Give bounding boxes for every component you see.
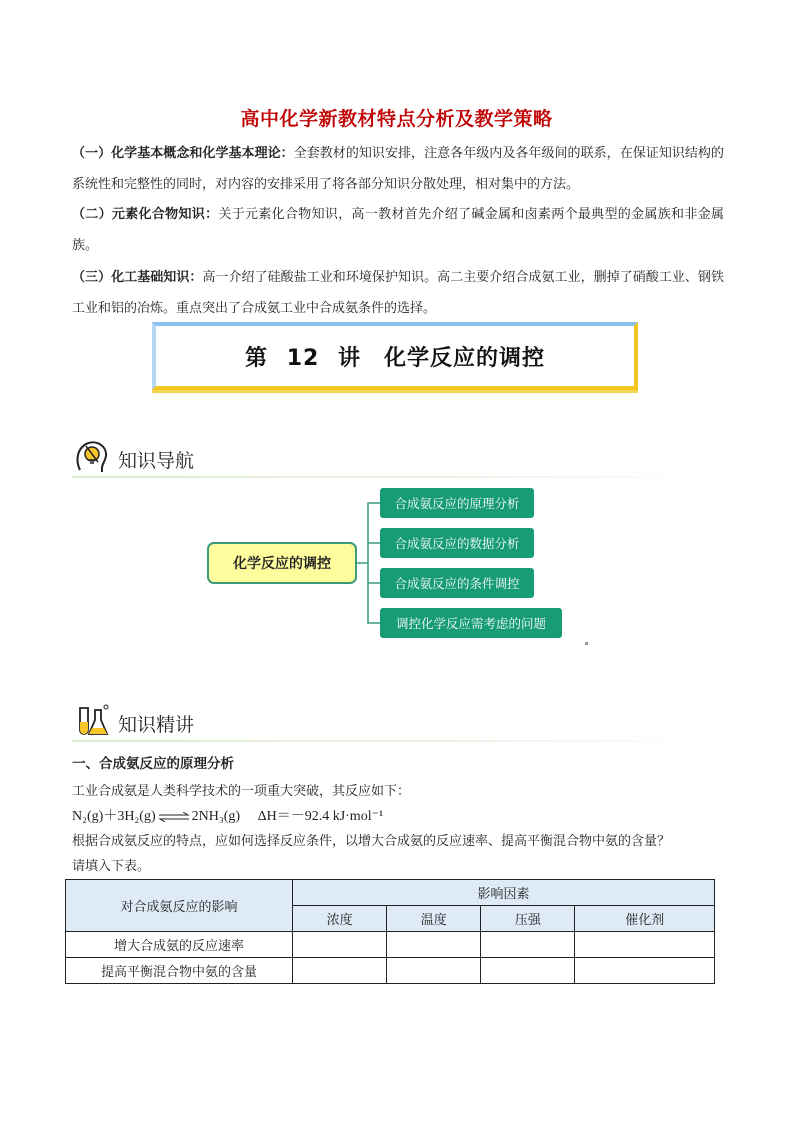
- reaction-equation: [72, 805, 383, 825]
- col-header-pressure: 压强: [481, 906, 575, 932]
- influence-table: [65, 879, 715, 984]
- mindmap-node-data: 合成氨反应的数据分析: [380, 528, 534, 558]
- paragraph-2-lead: （二）元素化合物知识：: [72, 207, 219, 222]
- col-header-catalyst: 催化剂: [575, 906, 715, 932]
- lecture-heading: 知识精讲: [118, 714, 195, 736]
- table-cell[interactable]: [387, 932, 481, 958]
- paragraph-1-lead: （一）化学基本概念和化学基本理论：: [72, 146, 294, 161]
- table-cell[interactable]: [575, 958, 715, 984]
- paragraph-3-lead: （三）化工基础知识：: [72, 270, 203, 285]
- mindmap-node-issues: 调控化学反应需考虑的问题: [380, 608, 562, 638]
- question-line-2: 请填入下表。: [72, 859, 151, 874]
- col-header-temperature: 温度: [387, 906, 481, 932]
- mindmap-node-principle: 合成氨反应的原理分析: [380, 488, 534, 518]
- row-header-rate: 增大合成氨的反应速率: [66, 932, 293, 958]
- mindmap-root: 化学反应的调控: [207, 542, 357, 584]
- paragraph-3-text: 高一介绍了硅酸盐工业和环境保护知识。高二主要介绍合成氨工业，删掉了硝酸工业、钢铁工业和铝的冶炼。重点突出了合成氨工业中合成氨条件的选择。: [72, 270, 724, 316]
- table-corner-header: 对合成氨反应的影响: [66, 880, 293, 932]
- nav-heading: 知识导航: [118, 450, 195, 472]
- table-row: [66, 932, 715, 958]
- table-cell[interactable]: [293, 958, 387, 984]
- flask-icon: [72, 700, 112, 740]
- banner-title: 第 12 讲 化学反应的调控: [245, 345, 545, 371]
- intro-text: 工业合成氨是人类科学技术的一项重大突破，其反应如下：: [72, 784, 411, 799]
- col-header-concentration: 浓度: [293, 906, 387, 932]
- row-header-yield: 提高平衡混合物中氨的含量: [66, 958, 293, 984]
- table-cell[interactable]: [387, 958, 481, 984]
- table-cell[interactable]: [575, 932, 715, 958]
- table-cell[interactable]: [481, 932, 575, 958]
- table-cell[interactable]: [481, 958, 575, 984]
- question-line-1: 根据合成氨反应的特点，应如何选择反应条件，以增大合成氨的反应速率、提高平衡混合物中氨的含量？: [72, 834, 671, 849]
- section-knowledge-lecture: [72, 700, 712, 744]
- table-row: [66, 958, 715, 984]
- equation-enthalpy: ΔH＝－92.4 kJ·mol⁻¹: [257, 809, 384, 824]
- equation-products: 2NH₃(g): [191, 809, 241, 824]
- table-group-header: 影响因素: [293, 880, 715, 906]
- table-cell[interactable]: [293, 932, 387, 958]
- stray-dot: [585, 642, 588, 645]
- main-title: 高中化学新教材特点分析及教学策略: [240, 108, 553, 130]
- equation-reactants: N₂(g)＋3H₂(g): [72, 809, 156, 824]
- sub-heading: 一、合成氨反应的原理分析: [72, 756, 234, 772]
- paragraph-2-text: 关于元素化合物知识，高一教材首先介绍了碱金属和卤素两个最典型的金属族和非金属族。: [72, 207, 724, 253]
- section-rule: [72, 740, 712, 742]
- equilibrium-arrow-icon: [158, 812, 190, 822]
- mindmap-node-conditions: 合成氨反应的条件调控: [380, 568, 534, 598]
- paragraph-1-text: 全套教材的知识安排，注意各年级内及各年级间的联系，在保证知识结构的系统性和完整性的同时，对内容的安排采用了将各部分知识分散处理，相对集中的方法。: [72, 146, 724, 192]
